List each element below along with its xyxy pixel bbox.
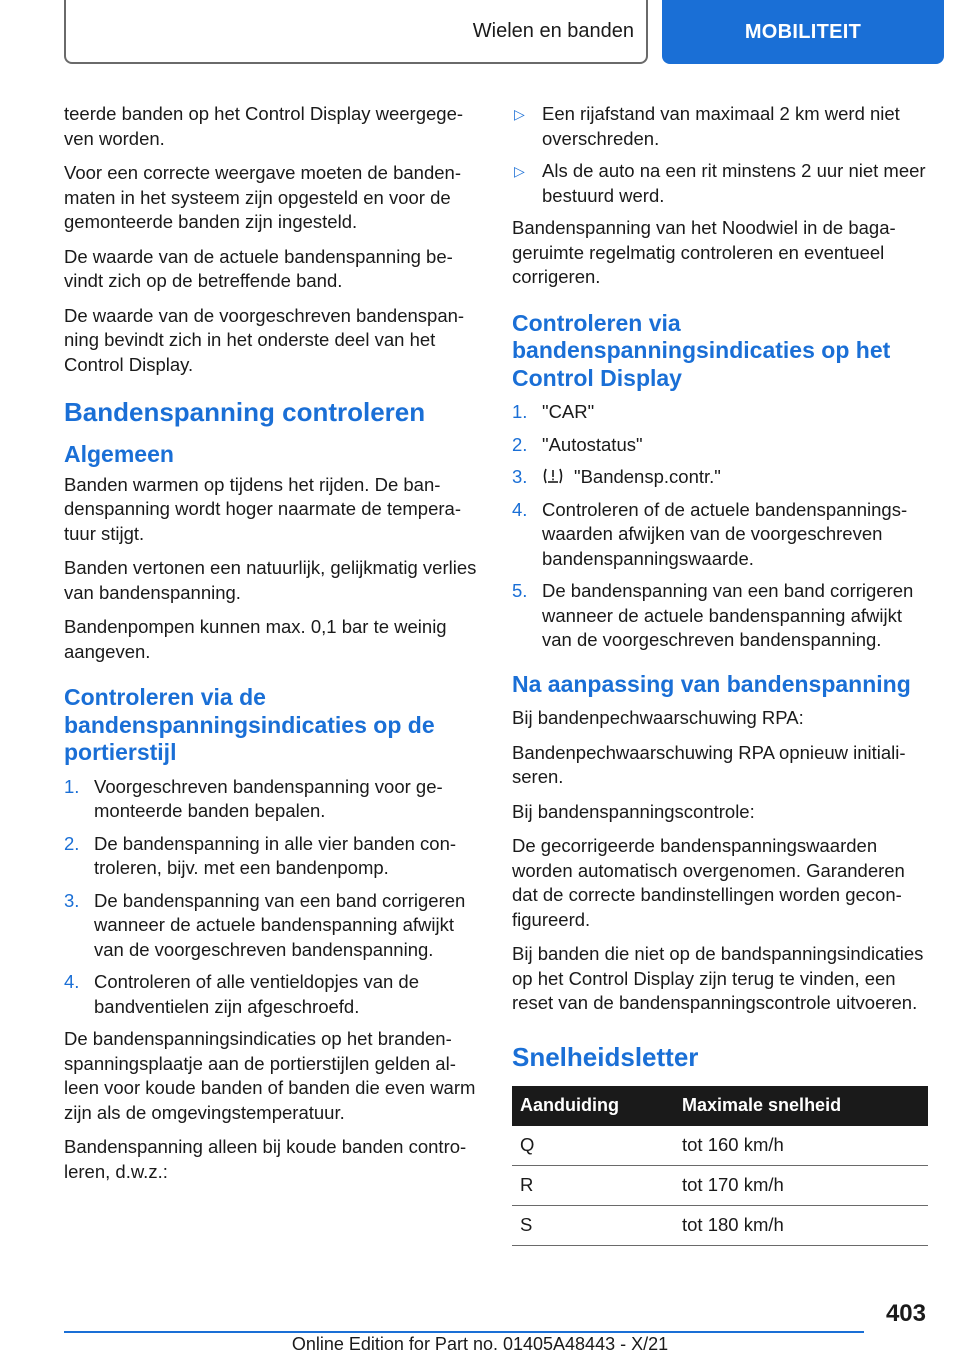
step-number: 4. [64, 971, 80, 992]
step-text: Voorgeschreven bandenspanning voor gemonteerde banden bepalen. [94, 775, 443, 821]
paragraph: De bandenspanningsindicaties op het brandenspanningsplaatje aan de portierstijlen gelden alleen voor koude banden of banden die even warm zijn als de omgevingstemperatuur. [64, 1028, 476, 1123]
bullet-list [512, 102, 928, 208]
paragraph: Banden warmen op tijdens het rijden. De bandenspanning wordt hoger naarmate de temperatuur stijgt. [64, 473, 461, 544]
list-item [512, 498, 928, 572]
table-header-row [512, 1086, 928, 1126]
list-item [64, 889, 480, 963]
list-item [64, 970, 480, 1019]
heading-control-display: Controleren via bandenspanningsindicaties op het Control Display [512, 309, 891, 391]
paragraph: teerde banden op het Control Display weergegeven worden. [64, 103, 464, 149]
step-number: 4. [512, 498, 528, 520]
steps-list [64, 775, 480, 1020]
table-cell: R [512, 1165, 674, 1205]
table-cell: Q [512, 1126, 674, 1166]
step-text: "Bandensp.contr." [574, 466, 721, 487]
bullet-text: Als de auto na een rit minstens 2 uur niet meer bestuurd werd. [542, 160, 926, 206]
list-item [512, 433, 928, 458]
step-text: "CAR" [542, 401, 595, 422]
table-cell: tot 160 km/h [674, 1126, 928, 1166]
step-number: 5. [512, 580, 528, 601]
paragraph: Banden vertonen een natuurlijk, gelijkmatig verlies van bandenspanning. [64, 557, 477, 603]
bullet-text: Een rijafstand van maximaal 2 km werd niet overschreden. [542, 103, 900, 149]
list-item [64, 775, 480, 824]
step-text: De bandenspanning van een band corrigeren wanneer de actuele bandenspanning afwijkt van de voorgeschreven bandenspanning. [542, 580, 914, 650]
paragraph: Bij banden die niet op de bandspanningsindicaties op het Control Display zijn terug te vinden, een reset van de bandenspanningscontrole uitvoeren. [512, 943, 924, 1013]
speed-rating-table [512, 1086, 928, 1246]
paragraph: Bandenspanning van het Noodwiel in de bagageruimte regelmatig controleren en eventueel corrigeren. [512, 217, 896, 287]
list-item [512, 465, 928, 490]
steps-list [512, 400, 928, 653]
step-number: 3. [64, 889, 80, 911]
column-header: Aanduiding [512, 1086, 674, 1126]
paragraph: Bij bandenspanningscontrole: [512, 800, 755, 822]
step-number: 3. [512, 466, 528, 487]
heading-na-aanpassing: Na aanpassing van bandenspanning [512, 670, 911, 697]
paragraph: Voor een correcte weergave moeten de bandenmaten in het systeem zijn opgesteld en voor de gemonteerde banden zijn ingesteld. [64, 162, 461, 232]
heading-bandenspanning-controleren: Bandenspanning controleren [64, 397, 426, 427]
heading-snelheidsletter: Snelheidsletter [512, 1041, 699, 1072]
list-item [512, 400, 928, 425]
section-title: Wielen en banden [472, 19, 634, 42]
paragraph: Bandenspanning alleen bij koude banden controleren, d.w.z.: [64, 1136, 467, 1182]
chapter-tab [662, 0, 944, 64]
triangle-bullet-icon: ▷ [514, 163, 525, 179]
paragraph: De waarde van de voorgeschreven bandenspanning bevindt zich in het onderste deel van het Control Display. [64, 304, 465, 375]
heading-portierstijl: Controleren via de bandenspanningsindicaties op de portierstijl [64, 684, 435, 765]
paragraph: De gecorrigeerde bandenspanningswaarden worden automatisch overgenomen. Garanderen dat de correcte bandinstellingen worden geconfigureerd. [512, 835, 905, 930]
table-cell: tot 170 km/h [674, 1165, 928, 1205]
paragraph: Bij bandenpechwaarschuwing RPA: [512, 707, 804, 728]
list-item [512, 102, 928, 151]
step-text: De bandenspanning van een band corrigeren wanneer de actuele bandenspanning afwijkt van de voorgeschreven bandenspanning. [94, 889, 466, 960]
step-text: Controleren of de actuele bandenspanningswaarden afwijken van de voorgeschreven bandenspanningswaarde. [542, 498, 908, 569]
step-text: "Autostatus" [542, 433, 643, 455]
table-row [512, 1126, 928, 1166]
chapter-title: MOBILITEIT [744, 20, 862, 43]
list-item [512, 579, 928, 653]
footer-text: Online Edition for Part no. 01405A48443 - X/21 [291, 1334, 669, 1354]
triangle-bullet-icon: ▷ [514, 106, 525, 122]
table-row [512, 1205, 928, 1245]
page-number: 403 [885, 1300, 926, 1327]
footer-divider [64, 1331, 864, 1333]
paragraph: De waarde van de actuele bandenspanning bevindt zich op de betreffende band. [64, 245, 453, 291]
paragraph: Bandenpompen kunnen max. 0,1 bar te weinig aangeven. [64, 616, 447, 662]
step-number: 1. [512, 401, 528, 422]
tire-pressure-warning-icon [542, 467, 564, 485]
step-text: De bandenspanning in alle vier banden controleren, bijv. met een bandenpomp. [94, 832, 457, 878]
table-cell: tot 180 km/h [674, 1205, 928, 1245]
heading-algemeen: Algemeen [64, 441, 174, 467]
left-column [64, 102, 480, 1194]
paragraph: Bandenpechwaarschuwing RPA opnieuw initialiseren. [512, 741, 906, 787]
step-text: Controleren of alle ventieldopjes van de bandventielen zijn afgeschroefd. [94, 971, 419, 1017]
right-column [512, 102, 928, 1246]
list-item [64, 832, 480, 881]
step-number: 1. [64, 775, 80, 797]
step-number: 2. [64, 832, 80, 854]
table-cell: S [512, 1205, 674, 1245]
table-row [512, 1165, 928, 1205]
list-item [512, 159, 928, 208]
column-header: Maximale snelheid [674, 1086, 928, 1126]
step-number: 2. [512, 433, 528, 455]
section-tab [64, 0, 648, 64]
